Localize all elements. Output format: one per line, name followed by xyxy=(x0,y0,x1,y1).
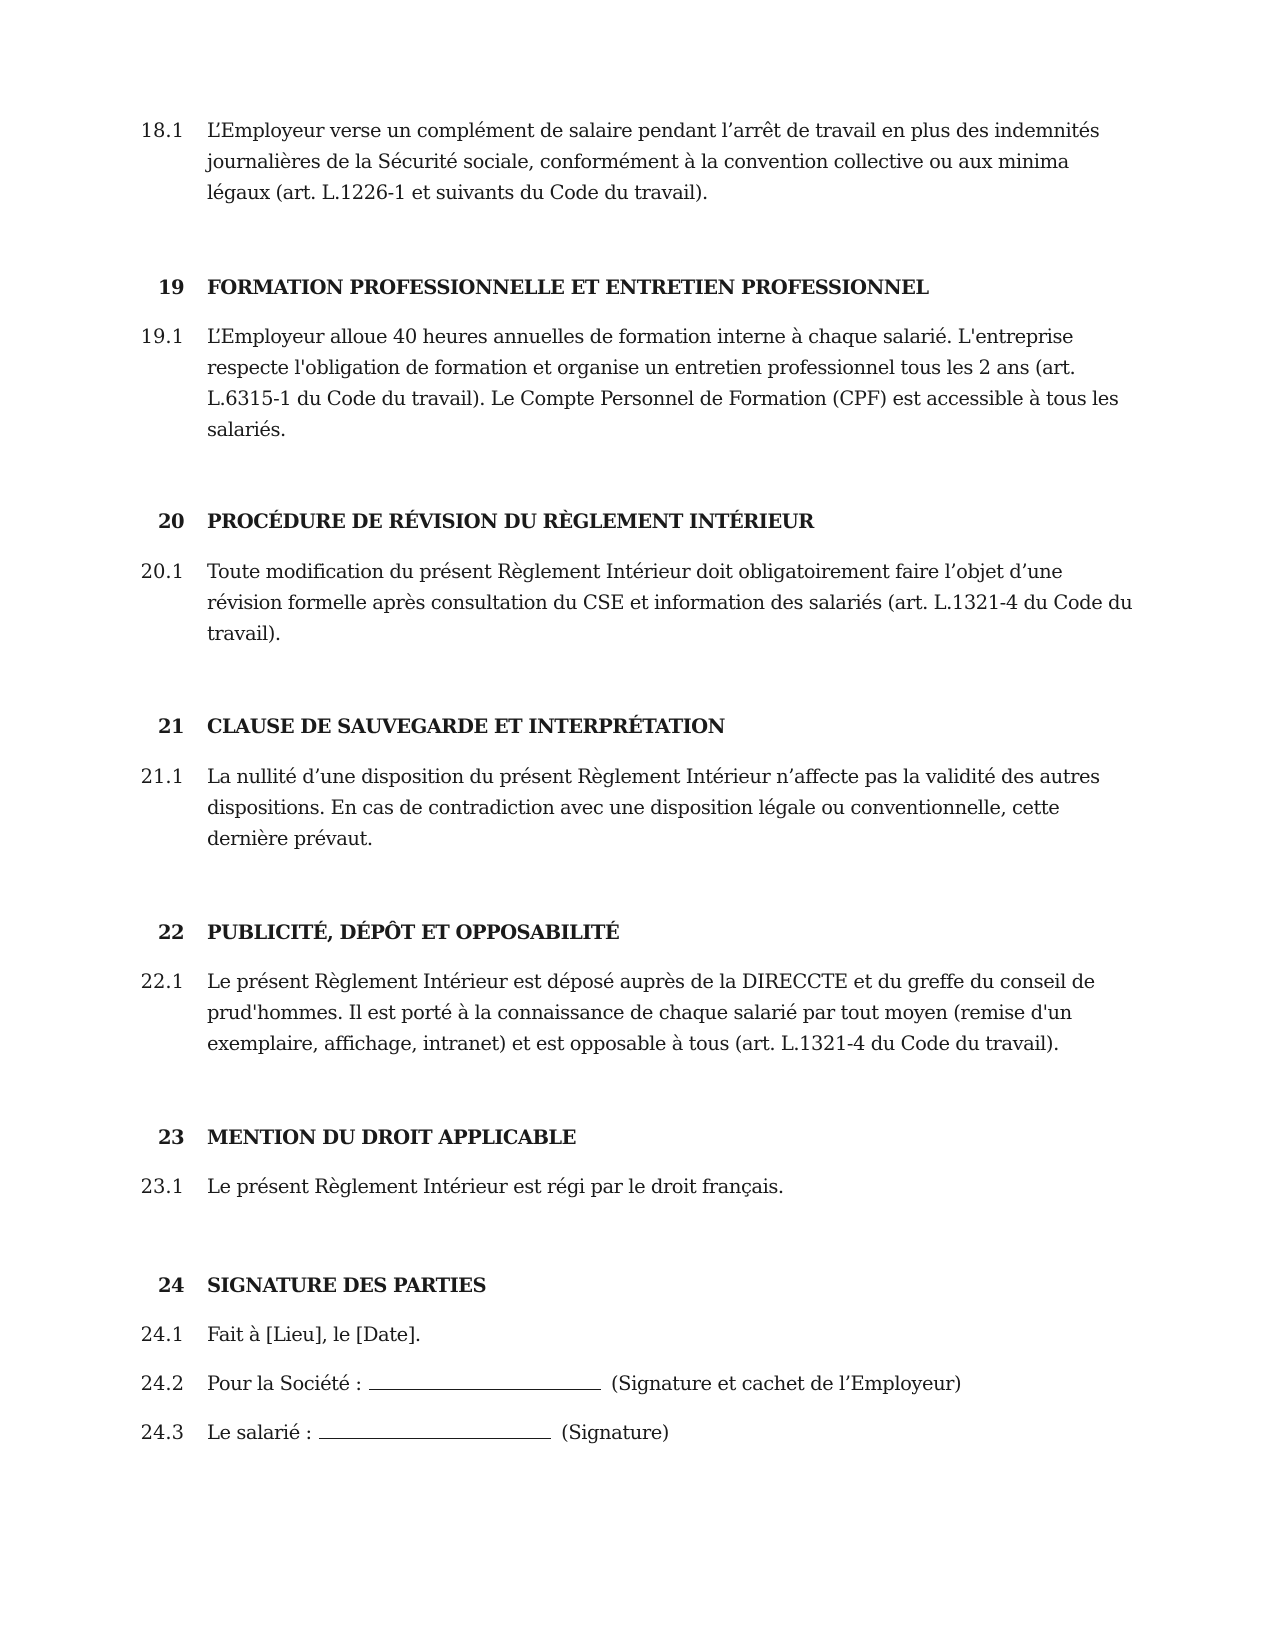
signature-note: (Signature) xyxy=(561,1421,669,1444)
signature-blank[interactable] xyxy=(319,1420,551,1439)
section-number: 21 xyxy=(157,715,184,738)
clause-text: L’Employeur alloue 40 heures annuelles de formation interne à chaque salarié. L'entreprise respecte l'obligation de formation et organise un entretien professionnel tous les 2 ans (art. L.6315-1 du Code du travail). Le Compte Personnel de Formation (CPF) est accessible à tous les salariés. xyxy=(207,325,1119,441)
signature-label: Pour la Société : xyxy=(207,1372,362,1395)
section-number: 24 xyxy=(157,1274,184,1297)
clause-text: L’Employeur verse un complément de salaire pendant l’arrêt de travail en plus des indemnités journalières de la Sécurité sociale, conformément à la convention collective ou aux minima légaux (art. L.1226-1 et suivants du Code du travail). xyxy=(207,119,1100,204)
section-title: CLAUSE DE SAUVEGARDE ET INTERPRÉTATION xyxy=(207,715,725,738)
clause-text: La nullité d’une disposition du présent Règlement Intérieur n’affecte pas la validité des autres dispositions. En cas de contradiction avec une disposition légale ou conventionnelle, cette dernière prévaut. xyxy=(207,765,1100,850)
signature-blank[interactable] xyxy=(369,1371,601,1390)
section-title: MENTION DU DROIT APPLICABLE xyxy=(207,1126,576,1149)
clause-text: Le présent Règlement Intérieur est régi par le droit français. xyxy=(207,1175,784,1198)
clause-number: 19.1 xyxy=(140,325,184,348)
signature-note: (Signature et cachet de l’Employeur) xyxy=(611,1372,962,1395)
section-title: PROCÉDURE DE RÉVISION DU RÈGLEMENT INTÉRIEUR xyxy=(207,510,814,533)
clause-number: 24.1 xyxy=(140,1323,184,1346)
signature-employee-line xyxy=(207,1417,1137,1448)
section-title: SIGNATURE DES PARTIES xyxy=(207,1274,487,1297)
clause-number: 22.1 xyxy=(140,970,184,993)
section-title: PUBLICITÉ, DÉPÔT ET OPPOSABILITÉ xyxy=(207,921,620,944)
clause-number: 21.1 xyxy=(140,765,184,788)
section-number: 22 xyxy=(157,921,184,944)
signature-company-line xyxy=(207,1368,1137,1399)
section-number: 19 xyxy=(157,276,184,299)
clause-number: 23.1 xyxy=(140,1175,184,1198)
section-title: FORMATION PROFESSIONNELLE ET ENTRETIEN PROFESSIONNEL xyxy=(207,276,929,299)
signature-label: Le salarié : xyxy=(207,1421,312,1444)
clause-text: Le présent Règlement Intérieur est déposé auprès de la DIRECCTE et du greffe du conseil de prud'hommes. Il est porté à la connaissance de chaque salarié par tout moyen (remise d'un exemplaire, affichage, intranet) et est opposable à tous (art. L.1321-4 du Code du travail). xyxy=(207,970,1095,1055)
clause-text: Fait à [Lieu], le [Date]. xyxy=(207,1323,421,1346)
section-number: 23 xyxy=(157,1126,184,1149)
section-number: 20 xyxy=(157,510,184,533)
clause-number: 24.3 xyxy=(140,1421,184,1444)
clause-number: 20.1 xyxy=(140,560,184,583)
clause-number: 24.2 xyxy=(140,1372,184,1395)
clause-text: Toute modification du présent Règlement Intérieur doit obligatoirement faire l’objet d’une révision formelle après consultation du CSE et information des salariés (art. L.1321-4 du Code du travail). xyxy=(207,560,1133,645)
clause-number: 18.1 xyxy=(140,119,184,142)
